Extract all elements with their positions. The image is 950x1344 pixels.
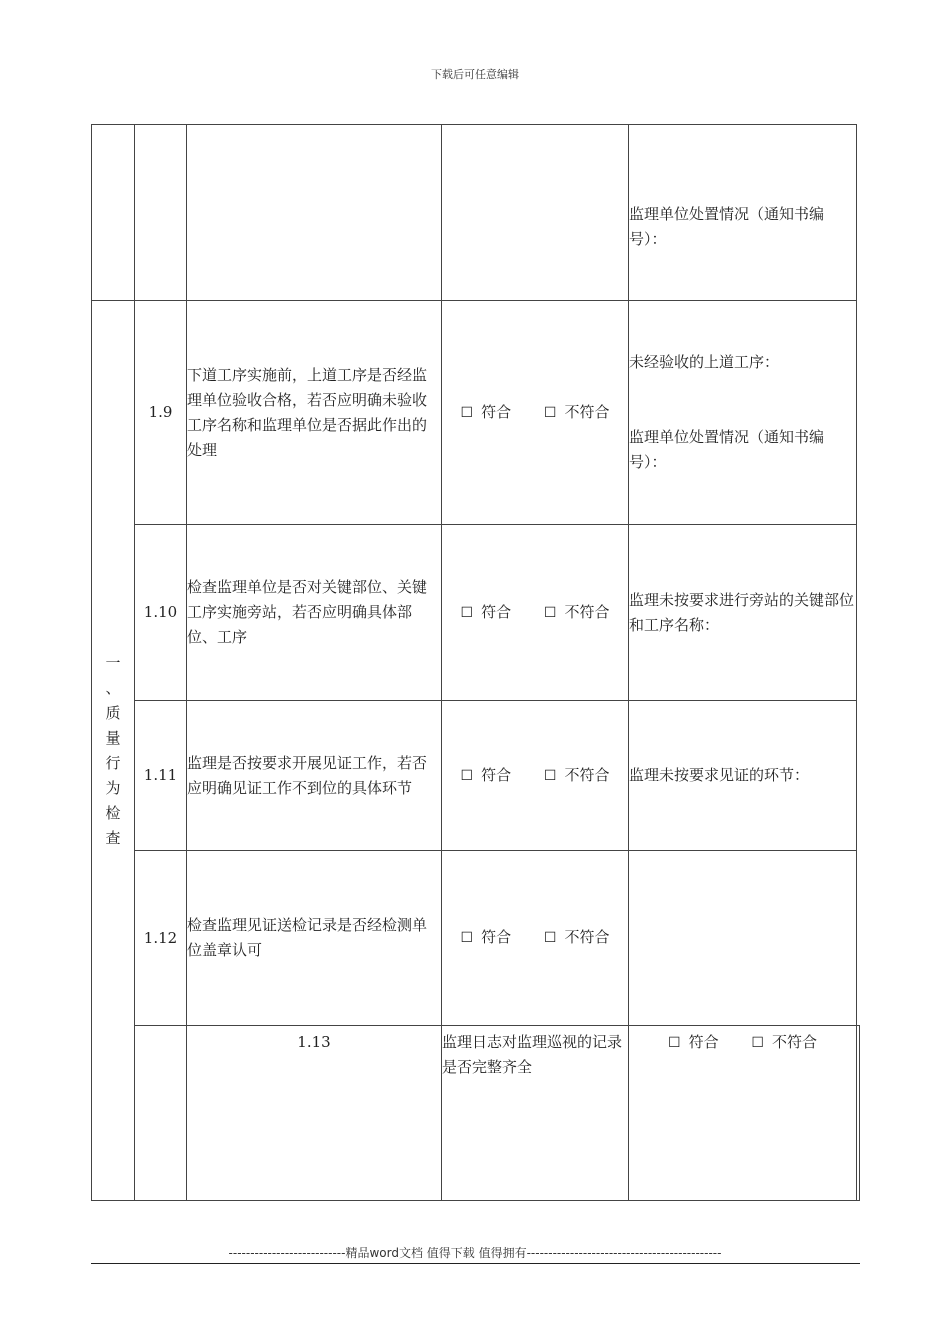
table-row [92, 851, 860, 1026]
note-cell [629, 701, 857, 851]
category-char: 行 [105, 753, 121, 772]
pass-label: 符合 [481, 928, 512, 946]
pass-option[interactable] [461, 400, 512, 426]
table-row [92, 701, 860, 851]
checkbox-icon[interactable]: ☐ [460, 604, 474, 621]
note-text: 监理未按要求见证的环节： [629, 766, 810, 784]
inspection-table [91, 124, 860, 1201]
fail-option[interactable] [544, 763, 610, 789]
item-text [187, 125, 442, 301]
table-row [92, 525, 860, 701]
result-options [442, 851, 629, 1026]
note-text: 监理未按要求进行旁站的关键部位和工序名称： [629, 590, 855, 634]
category-cell-empty [92, 125, 135, 301]
category-char: 查 [105, 828, 121, 847]
pass-label: 符合 [481, 402, 512, 421]
item-number: 1.12 [135, 851, 187, 1026]
note-cell [629, 525, 857, 701]
fail-label: 不符合 [564, 765, 610, 784]
result-options [442, 525, 629, 701]
item-text: 下道工序实施前，上道工序是否经监理单位验收合格，若否应明确未验收工序名称和监理单位是否据此作出的处理 [187, 301, 442, 525]
checkbox-icon[interactable]: ☐ [751, 1035, 764, 1051]
result-cell-empty [442, 125, 629, 301]
item-text: 检查监理见证送检记录是否经检测单位盖章认可 [187, 851, 442, 1026]
checkbox-icon[interactable]: ☐ [543, 930, 557, 946]
note-cell [629, 301, 857, 525]
note-cell [629, 125, 857, 301]
category-char: 检 [105, 803, 121, 822]
item-number: 1.9 [135, 301, 187, 525]
checkbox-icon[interactable]: ☐ [460, 404, 474, 421]
fail-label: 不符合 [771, 1033, 817, 1051]
pass-option[interactable] [668, 1030, 719, 1056]
note-cell [629, 851, 857, 1026]
fail-option[interactable] [751, 1030, 817, 1056]
pass-label: 符合 [688, 1033, 719, 1051]
header-note: 下载后可任意编辑 [431, 68, 519, 81]
checkbox-icon[interactable]: ☐ [543, 767, 557, 784]
checkbox-icon[interactable]: ☐ [543, 404, 557, 421]
item-number: 1.10 [135, 525, 187, 701]
note-text: 监理单位处置情况（通知书编号）： [629, 204, 825, 248]
pass-option[interactable] [461, 600, 512, 626]
note-text: 未经验收的上道工序： [629, 353, 780, 371]
item-number [135, 125, 187, 301]
fail-option[interactable] [544, 925, 610, 951]
checkbox-icon[interactable]: ☐ [460, 767, 474, 784]
category-char: 为 [105, 778, 121, 797]
footer-divider [91, 1263, 860, 1264]
checkbox-icon[interactable]: ☐ [668, 1035, 681, 1051]
fail-option[interactable] [544, 600, 610, 626]
pass-label: 符合 [481, 602, 512, 621]
category-char: 、 [105, 678, 121, 697]
note-cell [857, 1026, 860, 1201]
item-text: 监理日志对监理巡视的记录是否完整齐全 [442, 1026, 629, 1201]
category-char: 质 [105, 703, 121, 722]
category-cell-empty [135, 1026, 187, 1201]
footer-text: ---------------------------精品word文档 值得下载 值得拥有--------------------------------------------- [228, 1246, 722, 1260]
table-row [92, 301, 860, 525]
fail-label: 不符合 [564, 402, 610, 421]
item-text: 检查监理单位是否对关键部位、关键工序实施旁站，若否应明确具体部位、工序 [187, 525, 442, 701]
table-row [92, 125, 860, 301]
checkbox-icon[interactable]: ☐ [543, 604, 557, 621]
fail-option[interactable] [544, 400, 610, 426]
pass-option[interactable] [461, 925, 512, 951]
item-number: 1.13 [187, 1026, 442, 1201]
category-cell [92, 301, 135, 1201]
note-text: 监理单位处置情况（通知书编号）： [629, 428, 825, 471]
category-char: 量 [105, 728, 121, 747]
checkbox-icon[interactable]: ☐ [460, 930, 474, 946]
result-options [629, 1026, 857, 1201]
result-options [442, 301, 629, 525]
result-options [442, 701, 629, 851]
fail-label: 不符合 [564, 928, 610, 946]
item-number: 1.11 [135, 701, 187, 851]
pass-label: 符合 [481, 765, 512, 784]
table-row [92, 1026, 860, 1201]
pass-option[interactable] [461, 763, 512, 789]
category-char: 一 [105, 653, 121, 672]
fail-label: 不符合 [564, 602, 610, 621]
item-text: 监理是否按要求开展见证工作，若否应明确见证工作不到位的具体环节 [187, 701, 442, 851]
